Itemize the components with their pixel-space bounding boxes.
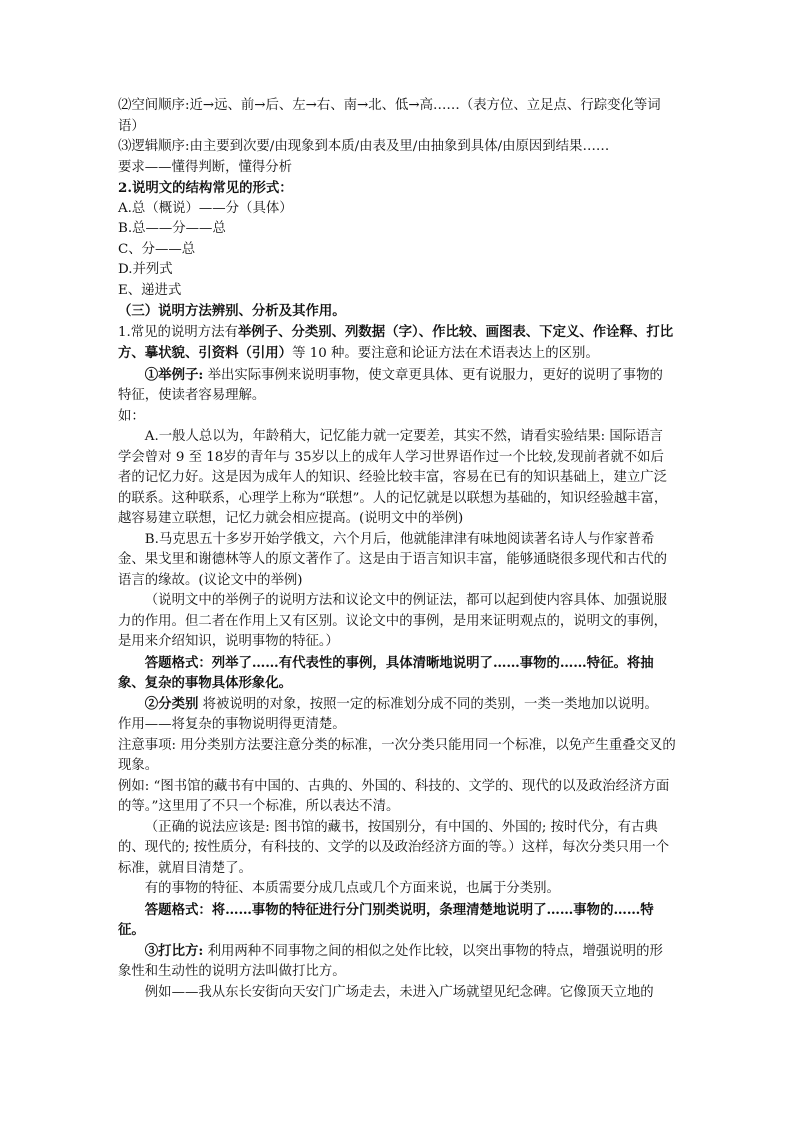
classification-label: ②分类别 (144, 695, 199, 712)
analogy-label: ③打比方: (144, 942, 204, 959)
classification-correction: （正确的说法应该是: 图书馆的藏书，按国别分，有中国的、外国的; 按时代分，有古典的、现代的; 按性质分，有科技的、文学的以及政治经济方面的等。）这样，每次分类只用一个标准，就眉目清楚了。 (118, 819, 670, 876)
classification-example: 例如: “图书馆的藏书有中国的、古典的、外国的、科技的、文学的、现代的以及政治经济方面的等。”这里用了不只一个标准，所以表达不清。 (118, 778, 670, 814)
classification-paragraph (118, 694, 676, 716)
logical-order-line: ⑶逻辑顺序:由主要到次要/由现象到本质/由表及里/由抽象到具体/由原因到结果…… (118, 139, 610, 154)
example-method-text: 举出实际事例来说明事物，使文章更具体、更有说服力，更好的说明了事物的特征，使读者容易理解。 (118, 367, 663, 403)
spatial-order-line: ⑵空间顺序:近→远、前→后、左→右、南→北、低→高……（表方位、立足点、行踪变化等词语） (118, 98, 661, 134)
structure-item-c: C、分——总 (118, 241, 196, 257)
classification-more: 有的事物的特征、本质需要分成几点或几个方面来说，也属于分类别。 (144, 881, 560, 896)
example-b-paragraph: B.马克思五十多岁开始学俄文，六个月后，他就能津津有味地阅读著名诗人与作家普希金、果戈里和谢德林等人的原文著作了。这是由于语言知识丰富，能够通晓很多现代和古代的语言的缘故。(议论文中的举例) (118, 531, 668, 588)
classification-use: 作用——将复杂的事物说明得更清楚。 (118, 717, 346, 732)
answer-format-1: 答题格式：列举了……有代表性的事例，具体清晰地说明了……事物的……特征。将抽象、复杂的事物具体形象化。 (118, 654, 654, 691)
methods-list-paragraph (118, 322, 676, 365)
example-method-paragraph (118, 365, 676, 407)
example-note-paragraph: （说明文中的举例子的说明方法和议论文中的例证法，都可以起到使内容具体、加强说服力的作用。但二者在作用上又有区别。议论文中的事例，是用来证明观点的，说明文的事例，是用来介绍知识，说明事物的特征。） (118, 593, 668, 649)
classification-text: 将被说明的对象，按照一定的标准划分成不同的类别，一类一类地加以说明。 (198, 696, 658, 712)
analogy-paragraph (118, 941, 676, 983)
document-page (118, 96, 676, 1003)
example-intro: 如： (118, 408, 145, 424)
methods-section-heading: （三）说明方法辨别、分析及其作用。 (118, 303, 346, 319)
structure-item-a: A.总（概说）——分（具体） (118, 200, 293, 216)
methods-list-prefix: 1.常见的说明方法有 (118, 324, 238, 340)
classification-note: 注意事项: 用分类别方法要注意分类的标准，一次分类只能用同一个标准，以免产生重叠交叉的现象。 (118, 737, 676, 773)
structure-item-b: B.总——分——总 (118, 221, 226, 236)
methods-list-suffix: 等 10 种。要注意和论证方法在术语表达上的区别。 (292, 346, 599, 361)
methods-list-bold: 举例子、分类别、列数据（字）、作比较、画图表、下定义、作诠释、打比方、摹状貌、引资料（引用） (118, 323, 674, 361)
analogy-example: 例如——我从东长安街向天安门广场走去，未进入广场就望见纪念碑。它像顶天立地的 (144, 984, 654, 1000)
example-method-label: ①举例子: (144, 366, 204, 383)
requirement-line: 要求——懂得判断，懂得分析 (118, 159, 293, 175)
structure-item-e: E、递进式 (118, 282, 182, 298)
answer-format-2: 答题格式：将……事物的特征进行分门别类说明，条理清楚地说明了……事物的……特征。 (118, 901, 654, 938)
analogy-text: 利用两种不同事物之间的相似之处作比较，以突出事物的特点，增强说明的形象性和生动性的说明方法叫做打比方。 (118, 943, 663, 979)
example-a-paragraph: A.一般人总以为，年龄稍大，记忆能力就一定要差，其实不然，请看实验结果: 国际语言学会曾对 9 至 18岁的青年与 35岁以上的成年人学习世界语作过一个比较,发现前者就不如后者的记忆力好。这是因为成年人的知识、经验比较丰富，容易在已有的知识基础上，建立广泛的联系。这种联系，心理学上称为“联想”。人的记忆就是以联想为基础的，知识经验越丰富，越容易建立联想，记忆力就会相应提高。(说明文中的举例) (118, 429, 668, 526)
structure-heading: 2.说明文的结构常见的形式： (118, 180, 293, 196)
structure-item-d: D.并列式 (118, 262, 173, 277)
